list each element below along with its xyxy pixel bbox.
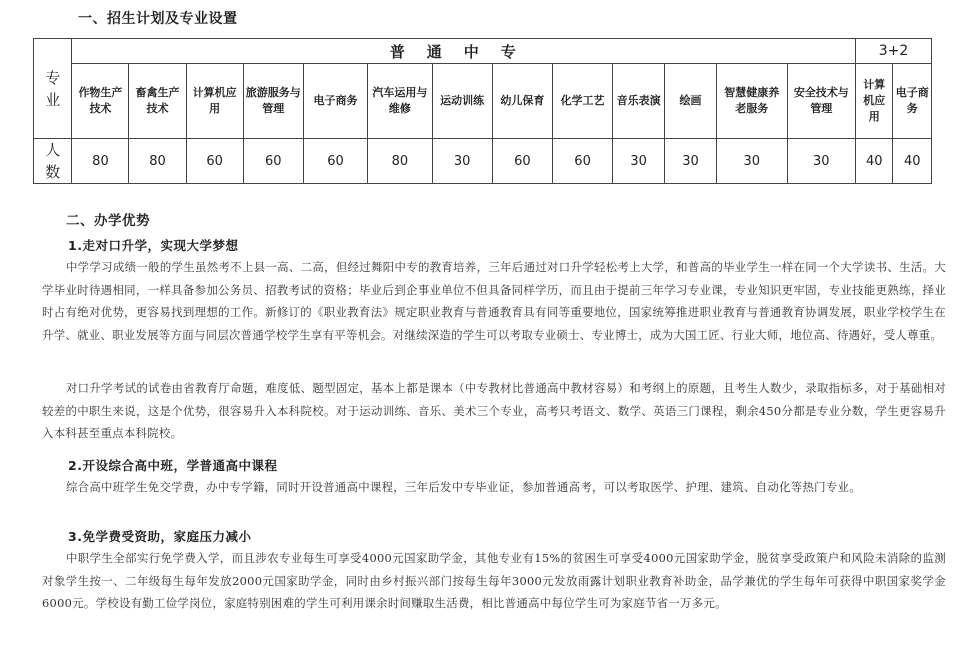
count-cell: 60 (186, 139, 243, 184)
item-2-paragraph-1: 综合高中班学生免交学费，办中专学籍，同时开设普通高中课程，三年后发中专毕业证，参加普通高考，可以考取医学、护理、建筑、自动化等热门专业。 (65, 480, 861, 494)
count-cell: 60 (492, 139, 552, 184)
major-cell: 运动训练 (432, 64, 492, 139)
count-cell: 80 (368, 139, 432, 184)
count-cell: 40 (893, 139, 932, 184)
major-cell: 作物生产技术 (72, 64, 129, 139)
section1-title: 一、招生计划及专业设置 (78, 11, 238, 27)
item-3-title: 3.免学费受资助，家庭压力减小 (68, 529, 252, 544)
count-cell: 40 (856, 139, 893, 184)
major-cell: 电子商务 (303, 64, 367, 139)
major-cell: 智慧健康养老服务 (716, 64, 787, 139)
enrollment-table (33, 38, 932, 184)
count-row (34, 139, 932, 184)
major-cell: 音乐表演 (613, 64, 665, 139)
major-cell: 汽车运用与维修 (368, 64, 432, 139)
item-1-title: 1.走对口升学，实现大学梦想 (68, 238, 239, 253)
count-cell: 30 (665, 139, 717, 184)
major-cell: 化学工艺 (552, 64, 612, 139)
major-cell: 安全技术与管理 (787, 64, 856, 139)
count-cell: 60 (303, 139, 367, 184)
group-3plus2: 3+2 (856, 39, 932, 64)
group-general: 普通中专 (72, 39, 856, 64)
count-cell: 80 (129, 139, 186, 184)
section2-title: 二、办学优势 (66, 213, 150, 229)
count-cell: 60 (552, 139, 612, 184)
row-header-count: 人 数 (34, 139, 72, 184)
count-cell: 80 (72, 139, 129, 184)
item-1-paragraph-2: 对口升学考试的试卷由省教育厅命题，难度低、题型固定，基本上都是课本（中专教材比普通高中教材容易）和考纲上的原题，且考生人数少，录取指标多，对于基础相对较差的中职生来说，这是个优势，很容易升入本科院校。对于运动训练、音乐、美术三个专业，高考只考语文、数学、英语三门课程，剩余450分都是专业分数，学生更容易升入本科甚至重点本科院校。 (42, 381, 946, 440)
item-2-title: 2.开设综合高中班，学普通高中课程 (68, 458, 278, 473)
count-cell: 30 (432, 139, 492, 184)
major-cell: 计算机应用 (856, 64, 893, 139)
major-cell: 旅游服务与管理 (243, 64, 303, 139)
major-cell: 幼儿保育 (492, 64, 552, 139)
count-cell: 30 (613, 139, 665, 184)
item-3-paragraph-1: 中职学生全部实行免学费入学，而且涉农专业每生可享受4000元国家助学金，其他专业有15%的贫困生可享受4000元国家助学金，脱贫享受政策户和风险未消除的监测对象学生按一、二年级每生每年发放2000元国家助学金，同时由乡村振兴部门按每生每年3000元发放雨露计划职业教育补助金，品学兼优的学生每年可获得中职国家奖学金6000元。学校设有勤工俭学岗位，家庭特别困难的学生可利用课余时间赚取生活费，相比普通高中每位学生可为家庭节省一万多元。 (42, 551, 946, 610)
major-cell: 电子商务 (893, 64, 932, 139)
item-1-paragraph-1: 中学学习成绩一般的学生虽然考不上县一高、二高，但经过舞阳中专的教育培养，三年后通过对口升学轻松考上大学，和普高的毕业学生一样在同一个大学读书、生活。大学毕业时待遇相同，一样具备参加公务员、招教考试的资格；毕业后到企事业单位不但具备同样学历，而且由于提前三年学习专业课，专业知识更牢固，专业技能更熟练，择业时占有绝对优势，更容易找到理想的工作。新修订的《职业教育法》规定职业教育与普通教育具有同等重要地位，国家统筹推进职业教育与普通教育协调发展，职业学校学生在升学、就业、职业发展等方面与同层次普通学校学生享有平等机会。对继续深造的学生可以考取专业硕士、专业博士，成为大国工匠、行业大师，地位高、待遇好，受人尊重。 (42, 260, 946, 342)
count-cell: 60 (243, 139, 303, 184)
count-cell: 30 (787, 139, 856, 184)
major-row (34, 64, 932, 139)
count-cell: 30 (716, 139, 787, 184)
major-cell: 计算机应用 (186, 64, 243, 139)
major-cell: 绘画 (665, 64, 717, 139)
row-header-major: 专 业 (34, 39, 72, 139)
major-cell: 畜禽生产技术 (129, 64, 186, 139)
